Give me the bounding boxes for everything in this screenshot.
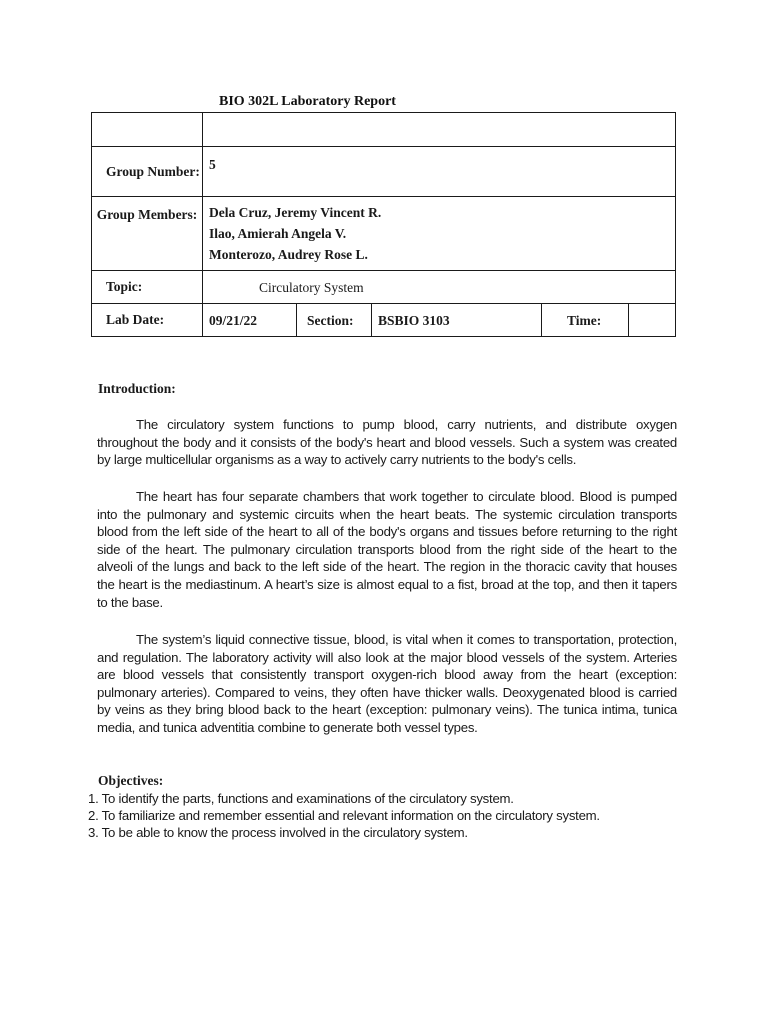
introduction-paragraph: The system’s liquid connective tissue, blood, is vital when it comes to transportation, protection, and regulation. The laboratory activity will also look at the major blood vessels of the system. Arteries are blood vessels that consistently transport oxygen-rich blood away from the heart (exception: pulmonary arteries). Compared to veins, they often have thicker walls. Deoxygenated blood is carried by veins as they bring blood back to the heart (exception: pulmonary veins). The tunica intima, tunica media, and tunica adventitia combine to generate both vessel types. xyxy=(97,632,677,735)
introduction-heading: Introduction: xyxy=(98,381,176,396)
section-label: Section: xyxy=(297,304,372,337)
section-value: BSBIO 3103 xyxy=(372,304,542,337)
objectives-heading: Objectives: xyxy=(98,773,164,788)
group-number-label: Group Number: xyxy=(92,147,203,197)
topic-label: Topic: xyxy=(92,271,203,304)
topic-value: Circulatory System xyxy=(203,271,676,304)
introduction-paragraph: The heart has four separate chambers that work together to circulate blood. Blood is pumped into the pulmonary and systemic circuits when the heart beats. The systemic circulation transports blood from the left side of the heart to all of the body's organs and tissues before returning to the right side of the heart. The pulmonary circulation transports blood from the right side of the heart to the alveoli of the lungs and back to the left side of the heart. The region in the thoracic cavity that houses the heart is the mediastinum. A heart’s size is almost equal to a fist, broad at the top, and then it tapers to the base. xyxy=(97,489,677,610)
group-members-list xyxy=(203,197,676,271)
objective-item: 3. To be able to know the process involved in the circulatory system. xyxy=(88,825,468,840)
group-number-value: 5 xyxy=(203,147,676,197)
lab-date-value: 09/21/22 xyxy=(203,304,297,337)
member-name: Ilao, Amierah Angela V. xyxy=(209,226,347,241)
group-members-row xyxy=(92,197,676,271)
blank-cell-value xyxy=(203,113,676,147)
blank-row xyxy=(92,113,676,147)
objective-item: 2. To familiarize and remember essential and relevant information on the circulatory system. xyxy=(88,808,600,823)
member-name: Dela Cruz, Jeremy Vincent R. xyxy=(209,205,382,220)
lab-date-row xyxy=(92,304,676,337)
objective-item: 1. To identify the parts, functions and examinations of the circulatory system. xyxy=(88,791,514,806)
member-name: Monterozo, Audrey Rose L. xyxy=(209,247,368,262)
report-header-table xyxy=(91,112,676,337)
topic-row xyxy=(92,271,676,304)
time-value xyxy=(629,304,676,337)
blank-cell-label xyxy=(92,113,203,147)
group-members-label: Group Members: xyxy=(92,197,203,271)
introduction-paragraph: The circulatory system functions to pump blood, carry nutrients, and distribute oxygen throughout the body and it consists of the body's heart and blood vessels. Such a system was created by large multicellular organisms as a way to actively carry nutrients to the body's cells. xyxy=(97,417,677,468)
objectives-list xyxy=(88,790,600,841)
time-label: Time: xyxy=(542,304,629,337)
lab-date-label: Lab Date: xyxy=(92,304,203,337)
group-number-row xyxy=(92,147,676,197)
report-title: BIO 302L Laboratory Report xyxy=(219,94,396,109)
